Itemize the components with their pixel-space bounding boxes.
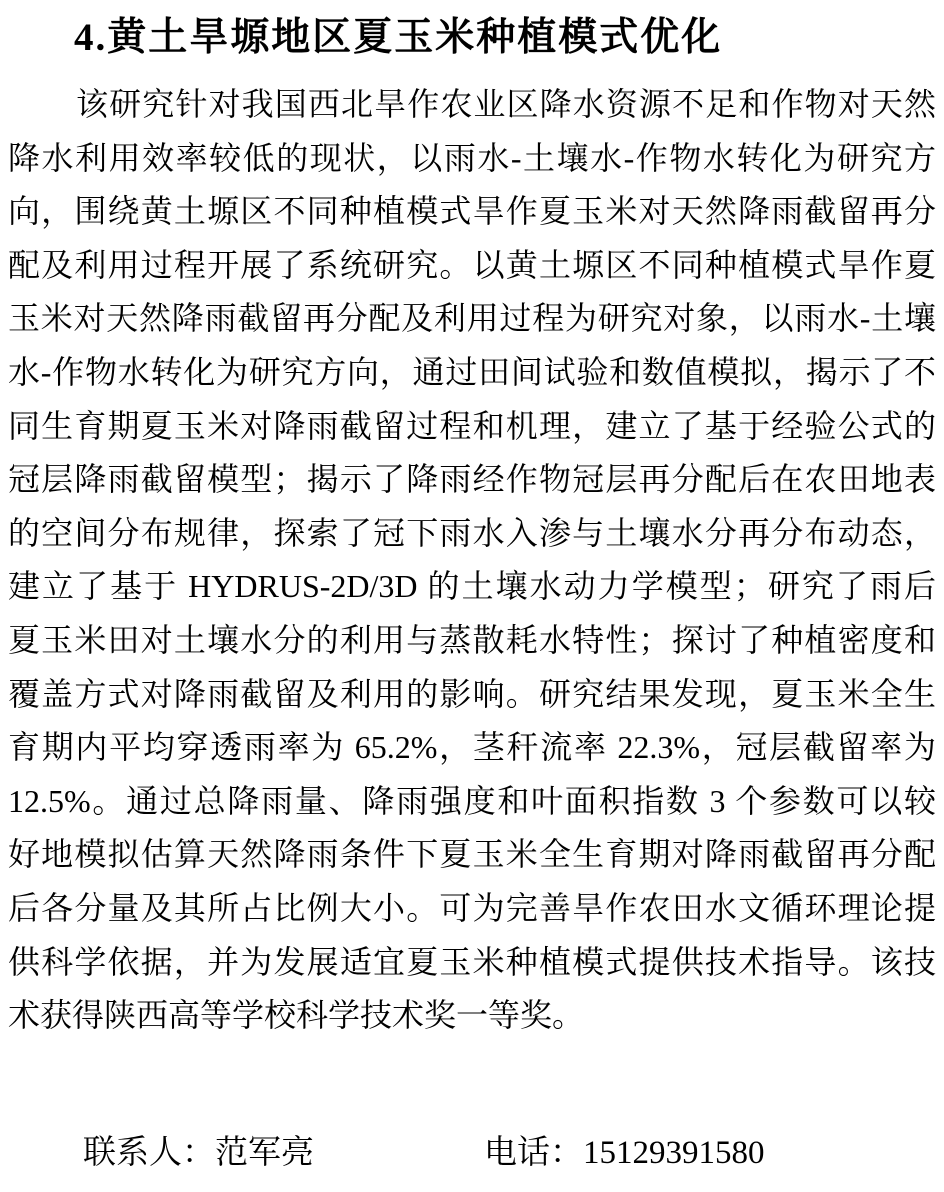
- contact-phone-number: 15129391580: [583, 1134, 765, 1171]
- paragraph-line: 降水利用效率较低的现状，以雨水-土壤水-作物水转化为研究方: [8, 139, 936, 176]
- paragraph-line: 配及利用过程开展了系统研究。以黄土塬区不同种植模式旱作夏: [8, 246, 936, 283]
- paragraph-line: 向，围绕黄土塬区不同种植模式旱作夏玉米对天然降雨截留再分: [8, 193, 936, 230]
- contact-phone-label: 电话：: [484, 1134, 583, 1171]
- paragraph-line: 的空间分布规律，探索了冠下雨水入渗与土壤水分再分布动态，: [8, 514, 936, 551]
- paragraph-line: 建立了基于 HYDRUS-2D/3D 的土壤水动力学模型；研究了雨后: [8, 568, 936, 605]
- paragraph-line: 同生育期夏玉米对降雨截留过程和机理，建立了基于经验公式的: [8, 407, 936, 444]
- paragraph-line: 覆盖方式对降雨截留及利用的影响。研究结果发现，夏玉米全生: [8, 675, 936, 712]
- paragraph-line: 水-作物水转化为研究方向，通过田间试验和数值模拟，揭示了不: [8, 353, 936, 390]
- paragraph-line: 冠层降雨截留模型；揭示了降雨经作物冠层再分配后在农田地表: [8, 461, 936, 498]
- paragraph-line: 术获得陕西高等学校科学技术奖一等奖。: [8, 997, 585, 1034]
- paragraph-line: 该研究针对我国西北旱作农业区降水资源不足和作物对天然: [76, 86, 936, 122]
- paragraph-line: 后各分量及其所占比例大小。可为完善旱作农田水文循环理论提: [8, 889, 936, 926]
- paragraph-line: 12.5%。通过总降雨量、降雨强度和叶面积指数 3 个参数可以较: [8, 782, 936, 819]
- paragraph-line: 好地模拟估算天然降雨条件下夏玉米全生育期对降雨截留再分配: [8, 836, 936, 873]
- document-title: 4.黄土旱塬地区夏玉米种植模式优化: [74, 16, 723, 59]
- contact-person-name: 范军亮: [215, 1134, 314, 1171]
- abstract-paragraph: [8, 78, 936, 1043]
- paragraph-line: 玉米对天然降雨截留再分配及利用过程为研究对象，以雨水-土壤: [8, 300, 936, 337]
- contact-row: [8, 1127, 936, 1181]
- paragraph-line: 供科学依据，并为发展适宜夏玉米种植模式提供技术指导。该技: [8, 943, 936, 980]
- contact-person-label: 联系人：: [83, 1134, 215, 1171]
- paragraph-line: 育期内平均穿透雨率为 65.2%，茎秆流率 22.3%，冠层截留率为: [8, 729, 936, 766]
- paragraph-line: 夏玉米田对土壤水分的利用与蒸散耗水特性；探讨了种植密度和: [8, 621, 936, 658]
